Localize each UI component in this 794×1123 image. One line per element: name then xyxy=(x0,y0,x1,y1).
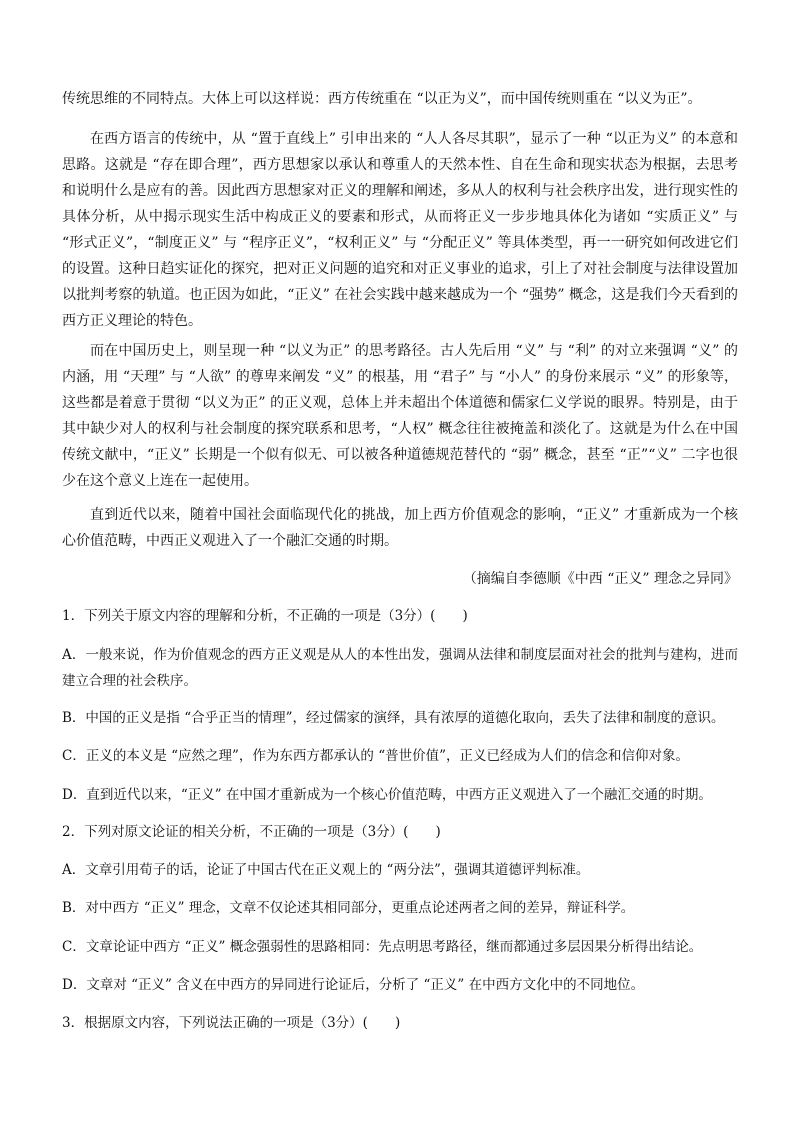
question-2-option-b: B．对中西方 “正义” 理念，文章不仅论述其相同部分，更重点论述两者之间的差异，辩证科学。 xyxy=(62,900,635,916)
passage-paragraph-3: 而在中国历史上，则呈现一种 “以义为正” 的思考路径。古人先后用 “义” 与 “利” 的对立来强调 “义” 的内涵，用 “天理” 与 “人欲” 的尊卑来阐发 “义” 的根基，用 “君子” 与 “小人” 的身份来展示 “义” 的形象等，这些都是着意于贯彻 “以义为正” 的正义观，总体上并未超出个体道德和儒家仁义学说的眼界。特别是，由于其中缺少对人的权利与社会制度的探究联系和思考，“人权” 概念往往被掩盖和淡化了。这就是为什么在中国传统文献中，“正义” 长期是一个似有似无、可以被各种道德规范替代的 “弱” 概念，甚至 “正”“义” 二字也很少在这个意义上连在一起使用。 xyxy=(62,343,738,489)
question-1-stem: 1．下列关于原文内容的理解和分析，不正确的一项是（3分）( ) xyxy=(62,608,468,624)
question-1-option-a: A．一般来说，作为价值观念的西方正义观是从人的本性出发，强调从法律和制度层面对社会的批判与建构，进而建立合理的社会秩序。 xyxy=(62,647,738,689)
passage-paragraph-1: 传统思维的不同特点。大体上可以这样说：西方传统重在 “以正为义”，而中国传统则重在 “以义为正”。 xyxy=(62,91,702,107)
question-2-option-c: C．文章论证中西方 “正义” 概念强弱性的思路相同：先点明思考路径，继而都通过多层因果分析得出结论。 xyxy=(62,939,703,955)
question-2-stem: 2．下列对原文论证的相关分析，不正确的一项是（3分）( ) xyxy=(62,824,441,840)
question-1-option-d: D．直到近代以来，“正义” 在中国才重新成为一个核心价值范畴，中西方正义观进入了一个融汇交通的时期。 xyxy=(62,787,712,803)
question-3-stem: 3．根据原文内容，下列说法正确的一项是（3分）( ) xyxy=(62,1015,401,1031)
question-1-option-c: C．正义的本义是 “应然之理”，作为东西方都承认的 “普世价值”，正义已经成为人们的信念和信仰对象。 xyxy=(62,748,690,764)
question-1-option-b: B．中国的正义是指 “合乎正当的情理”，经过儒家的演绎，具有浓厚的道德化取向，丢失了法律和制度的意识。 xyxy=(62,710,725,726)
question-2-option-a: A．文章引用荀子的话，论证了中国古代在正义观上的 “两分法”，强调其道德评判标准。 xyxy=(62,862,590,878)
passage-paragraph-2: 在西方语言的传统中，从 “置于直线上” 引申出来的 “人人各尽其职”，显示了一种 “以正为义” 的本意和思路。这就是 “存在即合理”，西方思想家以承认和尊重人的天然本性、自在生命和现实状态为根据，去思考和说明什么是应有的善。因此西方思想家对正义的理解和阐述，多从人的权利与社会秩序出发，进行现实性的具体分析，从中揭示现实生活中构成正义的要素和形式，从而将正义一步步地具体化为诸如 “实质正义” 与 “形式正义”，“制度正义” 与 “程序正义”，“权利正义” 与 “分配正义” 等具体类型，再一一研究如何改进它们的设置。这种日趋实证化的探究，把对正义问题的追究和对正义事业的追求，引上了对社会制度与法律设置加以批判考察的轨道。也正因为如此，“正义” 在社会实践中越来越成为一个 “强势” 概念，这是我们今天看到的西方正义理论的特色。 xyxy=(62,131,738,329)
passage-source: （摘编自李德顺《中西 “正义” 理念之异同》 xyxy=(462,571,738,587)
passage-paragraph-4: 直到近代以来，随着中国社会面临现代化的挑战，加上西方价值观念的影响，“正义” 才重新成为一个核心价值范畴，中西正义观进入了一个融汇交通的时期。 xyxy=(62,507,738,549)
question-2-option-d: D．文章对 “正义” 含义在中西方的异同进行论证后，分析了 “正义” 在中西方文化中的不同地位。 xyxy=(62,977,645,993)
